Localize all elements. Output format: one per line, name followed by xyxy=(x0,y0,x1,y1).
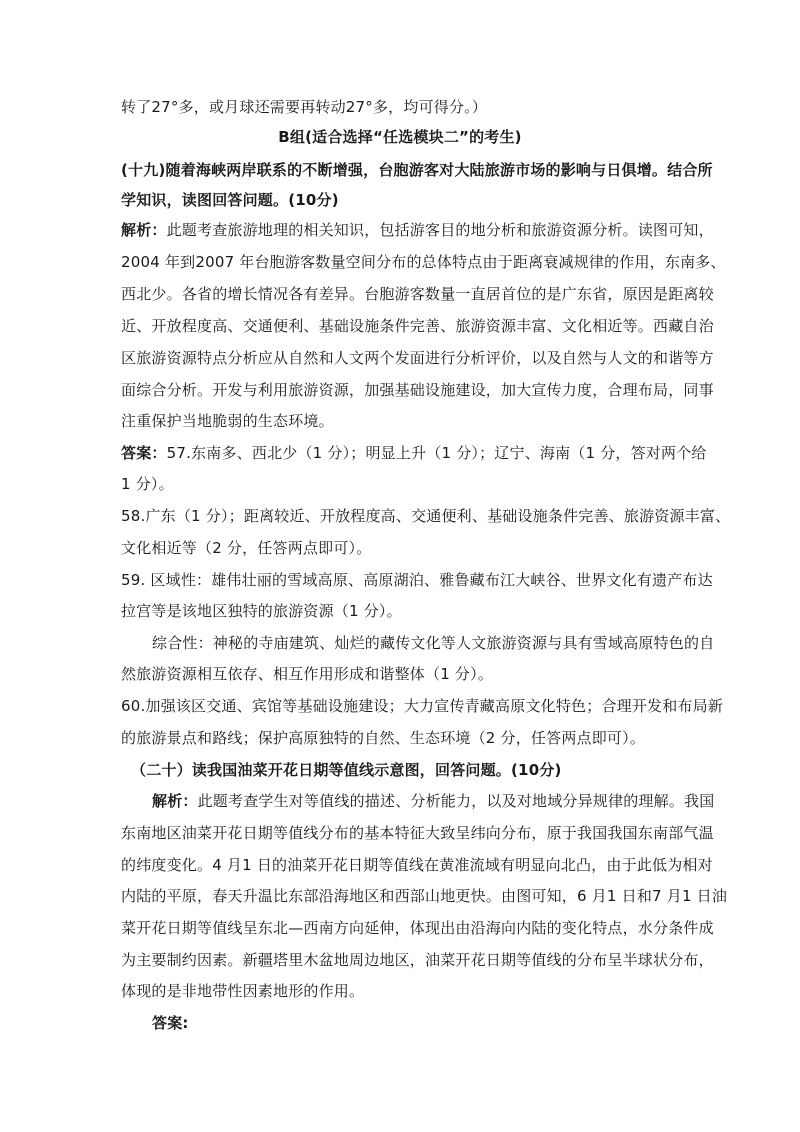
analysis-line xyxy=(121,220,714,240)
text-line: 60.加强该区交通、宾馆等基础设施建设；大力宣传青藏高原文化特色；合理开发和布局新 xyxy=(121,697,724,715)
text-line: 的旅游景点和路线；保护高原独特的自然、生态环境（2 分，任答两点即可）。 xyxy=(121,729,646,747)
section-heading: B组(适合选择“任选模块二”的考生) xyxy=(278,128,522,146)
text-line: 西北少。各省的增长情况各有差异。台胞游客数量一直居首位的是广东省，原因是距离较 xyxy=(121,285,714,303)
text-line: 菜开花日期等值线呈东北—西南方向延伸，体现出由沿海向内陆的变化特点，水分条件成 xyxy=(121,919,714,937)
analysis-label: 解析： xyxy=(121,221,167,239)
analysis-label: 解析： xyxy=(152,792,198,810)
analysis-line xyxy=(152,791,714,811)
text-line: 59. 区域性：雄伟壮丽的雪域高原、高原湖泊、雅鲁藏布江大峡谷、世界文化有遗产布达 xyxy=(121,571,713,589)
question-title: 学知识，读图回答问题。(10分) xyxy=(121,191,339,209)
answer-text: 57.东南多、西北少（1 分）；明显上升（1 分）；辽宁、海南（1 分，答对两个给 xyxy=(166,444,707,462)
text-line: 综合性：神秘的寺庙建筑、灿烂的藏传文化等人文旅游资源与具有雪域高原特色的自 xyxy=(152,634,715,652)
text-line: 近、开放程度高、交通便利、基础设施条件完善、旅游资源丰富、文化相近等。西藏自治 xyxy=(121,317,714,335)
analysis-text: 此题考查旅游地理的相关知识，包括游客目的地分析和旅游资源分析。读图可知， xyxy=(166,221,714,239)
answer-label: 答案: xyxy=(152,1014,189,1032)
answer-line xyxy=(121,443,707,463)
text-line: 内陆的平原，春天升温比东部沿海地区和西部山地更快。由图可知，6 月1 日和7 月1 日油 xyxy=(121,887,728,905)
text-line: 2004 年到2007 年台胞游客数量空间分布的总体特点由于距离衰减规律的作用，东南多、 xyxy=(121,253,726,271)
text-line: 文化相近等（2 分，任答两点即可）。 xyxy=(121,539,372,557)
text-line: 区旅游资源特点分析应从自然和人文两个发面进行分析评价，以及自然与人文的和谐等方 xyxy=(121,349,714,367)
text-line: 转了27°多，或月球还需要再转动27°多，均可得分。） xyxy=(121,98,488,116)
question-title: （二十）读我国油菜开花日期等值线示意图，回答问题。(10分) xyxy=(131,761,562,779)
analysis-text: 此题考查学生对等值线的描述、分析能力，以及对地域分异规律的理解。我国 xyxy=(197,792,715,810)
text-line: 拉宫等是该地区独特的旅游资源（1 分）。 xyxy=(121,602,402,620)
text-line: 面综合分析。开发与利用旅游资源，加强基础设施建设，加大宣传力度，合理布局，同事 xyxy=(121,381,714,399)
text-line: 然旅游资源相互依存、相互作用形成和谐整体（1 分）。 xyxy=(121,665,494,683)
text-line: 的纬度变化。4 月1 日的油菜开花日期等值线在黄准流域有明显向北凸，由于此低为相对 xyxy=(121,856,713,874)
text-line: 为主要制约因素。新疆塔里木盆地周边地区，油菜开花日期等值线的分布呈半球状分布， xyxy=(121,951,714,969)
text-line: 东南地区油菜开花日期等值线分布的基本特征大致呈纬向分布，原于我国我国东南部气温 xyxy=(121,824,714,842)
question-title: (十九)随着海峡两岸联系的不断增强，台胞游客对大陆旅游市场的影响与日俱增。结合所 xyxy=(121,161,713,179)
text-line: 体现的是非地带性因素地形的作用。 xyxy=(121,982,365,1000)
text-line: 58.广东（1 分）；距离较近、开放程度高、交通便利、基础设施条件完善、旅游资源丰富、 xyxy=(121,507,731,525)
text-line: 1 分）。 xyxy=(121,475,174,493)
text-line: 注重保护当地脆弱的生态环境。 xyxy=(121,412,334,430)
answer-label: 答案： xyxy=(121,444,167,462)
